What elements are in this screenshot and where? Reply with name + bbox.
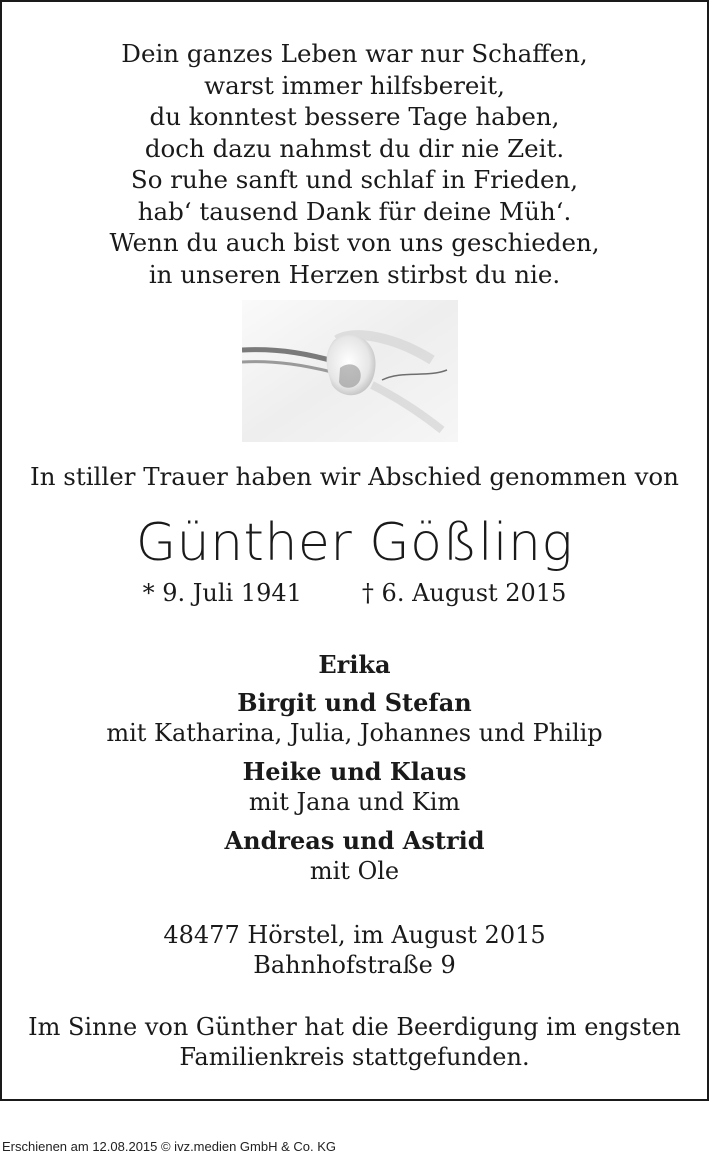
poem: [2, 38, 707, 290]
place-date: 48477 Hörstel, im August 2015: [163, 921, 546, 949]
poem-line: So ruhe sanft und schlaf in Frieden,: [130, 165, 579, 194]
mourner-children: mit Katharina, Julia, Johannes und Philip: [106, 719, 603, 747]
funeral-note: [2, 1012, 707, 1072]
funeral-note-line: Im Sinne von Günther hat die Beerdigung im engsten: [28, 1013, 681, 1041]
poem-line: Wenn du auch bist von uns geschieden,: [109, 228, 600, 257]
poem-line: hab‘ tausend Dank für deine Müh‘.: [137, 196, 572, 226]
poem-line: du konntest bessere Tage haben,: [149, 102, 560, 131]
mourner-group: [2, 649, 707, 680]
life-dates: [2, 578, 707, 608]
calla-lily-image: [242, 300, 458, 442]
poem-line: Dein ganzes Leben war nur Schaffen,: [121, 39, 588, 68]
mourners-list: [2, 649, 707, 894]
birth-date: * 9. Juli 1941: [142, 579, 302, 607]
poem-line: in unseren Herzen stirbst du nie.: [148, 259, 561, 289]
mourner-children: mit Ole: [309, 857, 400, 885]
poem-line: doch dazu nahmst du dir nie Zeit.: [144, 133, 565, 163]
deceased-name: Günther Gößling: [135, 513, 574, 573]
poem-line: warst immer hilfsbereit,: [204, 70, 505, 100]
address-block: [2, 920, 707, 980]
intro-text: In stiller Trauer haben wir Abschied genommen von: [30, 462, 679, 491]
mourner-group: [2, 687, 707, 749]
publication-footer: Erschienen am 12.08.2015 © ivz.medien GmbH & Co. KG: [2, 1139, 337, 1154]
mourner-children: mit Jana und Kim: [248, 788, 461, 816]
calla-lily-icon: [242, 300, 458, 442]
mourner-names: Erika: [318, 650, 391, 679]
mourner-group: [2, 756, 707, 818]
mourner-names: Birgit und Stefan: [237, 688, 472, 717]
death-date: † 6. August 2015: [361, 579, 567, 607]
mourner-names: Heike und Klaus: [242, 757, 467, 786]
funeral-note-line: Familienkreis stattgefunden.: [179, 1043, 530, 1071]
mourner-group: [2, 825, 707, 887]
mourner-names: Andreas und Astrid: [224, 826, 485, 855]
street-address: Bahnhofstraße 9: [253, 951, 456, 979]
